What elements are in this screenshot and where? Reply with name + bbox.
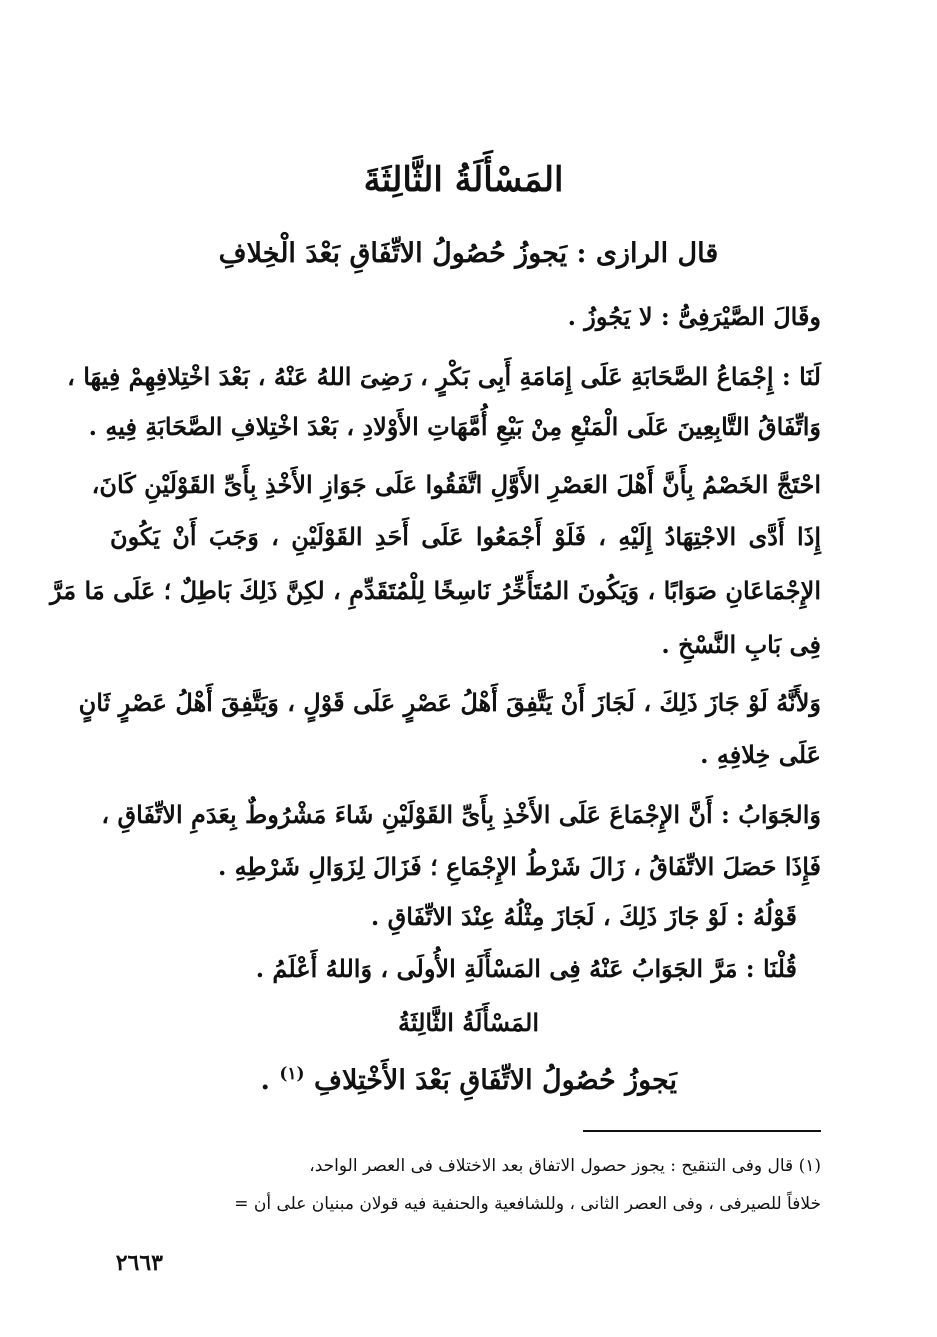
footnote-separator bbox=[583, 1130, 821, 1132]
footnote-line: (١) قال وفى التنقيح : يجوز حصول الاتفاق بعد الاختلاف فى العصر الواحد، bbox=[309, 1156, 821, 1176]
issue-heading: قال الرازى : يَجوزُ حُصُولُ الاتِّفَاقِ بَعْدَ الْخِلافِ bbox=[218, 238, 719, 269]
section-title: المَسْأَلَةُ الثَّالِثَةُ bbox=[397, 1008, 540, 1037]
text-line: الإِجْمَاعَانِ صَوَابًا ، وَيَكُونَ المُتَأَخِّرُ نَاسِخًا لِلْمُتَقَدِّمِ ، لكِنَّ ذَلِكَ بَاطِلٌ ؛ عَلَى مَا مَرَّ bbox=[50, 576, 821, 605]
text-line: احْتَجَّ الخَصْمُ بِأَنَّ أَهْلَ العَصْرِ الأَوَّلِ اتَّفَقُوا عَلَى جَوَازِ الأَخْذِ بِأَىِّ القَوْلَيْنِ كَانَ، bbox=[91, 470, 821, 499]
text-line: قَوْلُهُ : لَوْ جَازَ ذَلِكَ ، لَجَازَ مِثْلُهُ عِنْدَ الاتِّفَاقِ . bbox=[370, 902, 797, 931]
text-line: قُلْنَا : مَرَّ الجَوَابُ عَنْهُ فِى المَسْأَلَةِ الأُولَى ، وَاللهُ أَعْلَمُ . bbox=[255, 954, 797, 983]
text-line: لَنَا : إِجْمَاعُ الصَّحَابَةِ عَلَى إِمَامَةِ أَبِى بَكْرٍ ، رَضِىَ اللهُ عَنْهُ ، بَعْدَ اخْتِلافِهِمْ فِيهَا ، bbox=[67, 362, 821, 391]
text-line: وَالجَوَابُ : أَنَّ الإِجْمَاعَ عَلَى الأَخْذِ بِأَىِّ القَوْلَيْنِ شَاءَ مَشْرُوطٌ بِعَدَمِ الاتِّفَاقِ ، bbox=[101, 800, 821, 829]
section-heading-text: يَجوزُ حُصُولُ الاتِّفَاقِ بَعْدَ الأَخْتِلافِ bbox=[314, 1065, 677, 1096]
page-number: ٢٦٦٣ bbox=[115, 1250, 163, 1276]
footnote-reference: (١) bbox=[279, 1064, 305, 1084]
text-line: وَاتِّفَاقُ التَّابِعِينَ عَلَى الْمَنْعِ مِنْ بَيْعِ أُمَّهَاتِ الأَوْلادِ ، بَعْدَ اخْتِلافِ الصَّحَابَةِ فِيهِ . bbox=[88, 412, 821, 441]
text-line: فِى بَابِ النَّسْخِ . bbox=[661, 630, 821, 659]
text-line: فَإِذَا حَصَلَ الاتِّفَاقُ ، زَالَ شَرْطُ الإِجْمَاعِ ؛ فَزَالَ لِزَوَالِ شَرْطِهِ . bbox=[217, 852, 821, 881]
section-heading bbox=[261, 1064, 677, 1096]
heading-period: . bbox=[260, 1065, 270, 1096]
text-line: وَلأَنَّهُ لَوْ جَازَ ذَلِكَ ، لَجَازَ أَنْ يَتَّفِقَ أَهْلُ عَصْرٍ عَلَى قَوْلٍ ، وَيَتَّفِقَ أَهْلُ عَصْرٍ ثَانٍ bbox=[78, 688, 821, 717]
text-line: وقَالَ الصَّيْرَفِىُّ : لا يَجُوزُ . bbox=[567, 302, 821, 331]
footnote-line: خلافاً للصيرفى ، وفى العصر الثانى ، وللشافعية والحنفية فيه قولان مبنيان على أن = bbox=[234, 1194, 821, 1214]
text-line: عَلَى خِلافِهِ . bbox=[700, 740, 821, 769]
page-title: المَسْأَلَةُ الثَّالِثَةَ bbox=[363, 160, 564, 200]
text-line: إِذَا أَدَّى الاجْتِهَادُ إِلَيْهِ ، فَلَوْ أَجْمَعُوا عَلَى أَحَدِ القَوْلَيْنِ ، وَجَبَ أَنْ يَكُونَ bbox=[110, 522, 821, 551]
